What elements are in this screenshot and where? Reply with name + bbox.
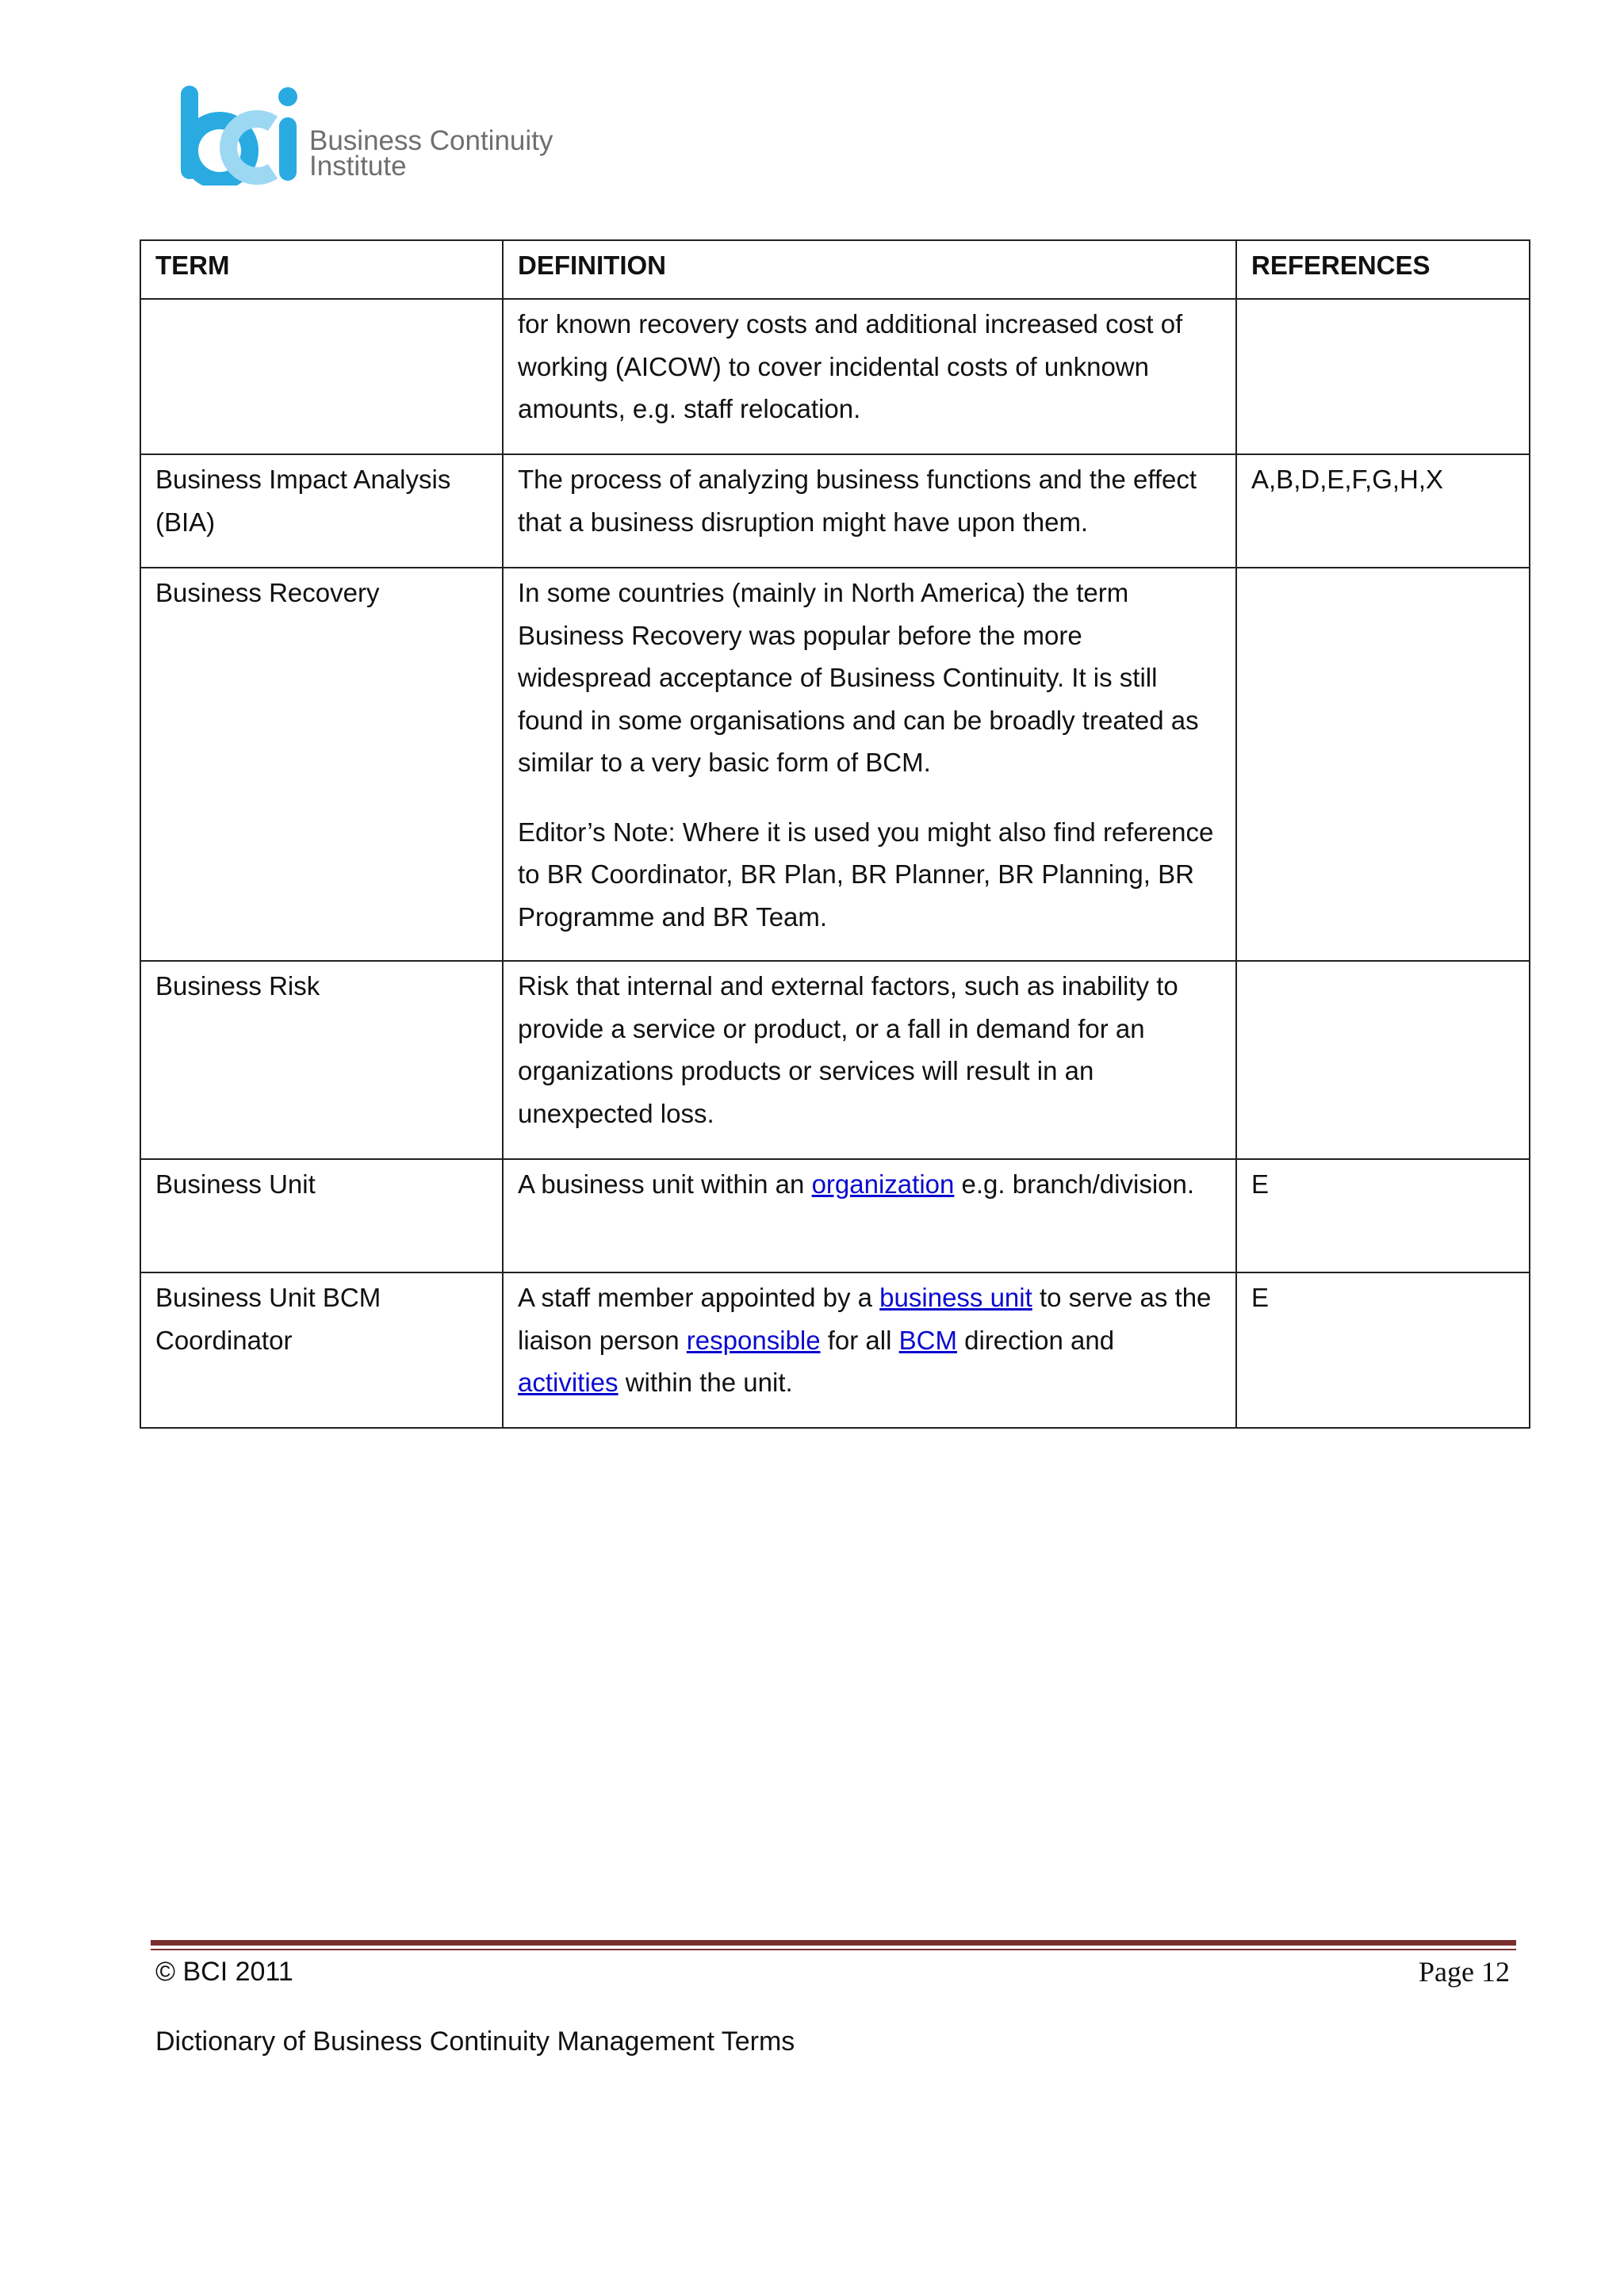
definition-text: to serve as the liaison person: [518, 1283, 1212, 1355]
footer-rule: [151, 1940, 1516, 1946]
definition-text: A staff member appointed by a: [518, 1283, 880, 1312]
definition-text: within the unit.: [618, 1368, 793, 1397]
references-cell: [1236, 961, 1530, 1159]
table-row: [140, 454, 1530, 568]
definition-cell: [503, 568, 1236, 961]
definition-cell: [503, 961, 1236, 1159]
definition-cell: [503, 454, 1236, 568]
table-row: [140, 299, 1530, 454]
footer-page-number: Page 12: [1419, 1956, 1510, 1988]
responsible-link[interactable]: responsible: [686, 1325, 821, 1355]
term-cell: Business Unit: [140, 1159, 503, 1272]
table-header-row: [140, 240, 1530, 299]
definition-text: for all: [820, 1325, 899, 1355]
references-cell: [1236, 299, 1530, 454]
definition-text: e.g. branch/division.: [954, 1169, 1195, 1199]
header-definition: DEFINITION: [503, 240, 1236, 299]
table-row: [140, 1159, 1530, 1272]
definition-cell: [503, 1159, 1236, 1272]
table-row: [140, 961, 1530, 1159]
logo-org-line1: Business Continuity: [309, 125, 553, 156]
references-cell: A,B,D,E,F,G,H,X: [1236, 454, 1530, 568]
definition-text: The process of analyzing business functions and the effect that a business disruption might have upon them.: [518, 465, 1197, 537]
term-cell: Business Recovery: [140, 568, 503, 961]
references-cell: E: [1236, 1159, 1530, 1272]
definition-text: Risk that internal and external factors, such as inability to provide a service or product, or a fall in demand for an organizations products or services will result in an unexpected loss.: [518, 971, 1178, 1128]
term-cell: Business Unit BCM Coordinator: [140, 1272, 503, 1428]
header-term: TERM: [140, 240, 503, 299]
definition-cell: [503, 1272, 1236, 1428]
definition-cell: [503, 299, 1236, 454]
terms-table: [140, 239, 1530, 1429]
organization-link[interactable]: organization: [811, 1169, 955, 1199]
term-cell: Business Risk: [140, 961, 503, 1159]
editors-note-text: Editor’s Note: Where it is used you might also find reference to BR Coordinator, BR Plan, BR Planner, BR Planning, BR Programme and BR Team.: [518, 817, 1214, 932]
footer-document-title: Dictionary of Business Continuity Management Terms: [155, 2026, 795, 2057]
definition-text: direction and: [956, 1325, 1115, 1355]
bcm-link[interactable]: BCM: [898, 1325, 957, 1355]
term-cell: [140, 299, 503, 454]
term-cell: Business Impact Analysis (BIA): [140, 454, 503, 568]
logo-org-line2: Institute: [309, 151, 407, 182]
footer-rule-thin: [151, 1949, 1516, 1950]
business-unit-link[interactable]: business unit: [879, 1283, 1032, 1312]
footer-copyright: © BCI 2011: [155, 1957, 293, 1987]
bci-logo: [178, 82, 558, 186]
activities-link[interactable]: activities: [518, 1368, 619, 1397]
references-cell: [1236, 568, 1530, 961]
references-cell: E: [1236, 1272, 1530, 1428]
bci-logo-mark-icon: [178, 82, 312, 186]
definition-text: In some countries (mainly in North America) the term Business Recovery was popular before the more widespread acceptance of Business Continuity. It is still found in some organisations and can be broadly treated as similar to a very basic form of BCM.: [518, 578, 1199, 777]
header-references: REFERENCES: [1236, 240, 1530, 299]
definition-text: A business unit within an: [518, 1169, 812, 1199]
table-row: [140, 1272, 1530, 1428]
table-row: [140, 568, 1530, 961]
definition-text: for known recovery costs and additional increased cost of working (AICOW) to cover incidental costs of unknown amounts, e.g. staff relocation.: [518, 309, 1183, 423]
